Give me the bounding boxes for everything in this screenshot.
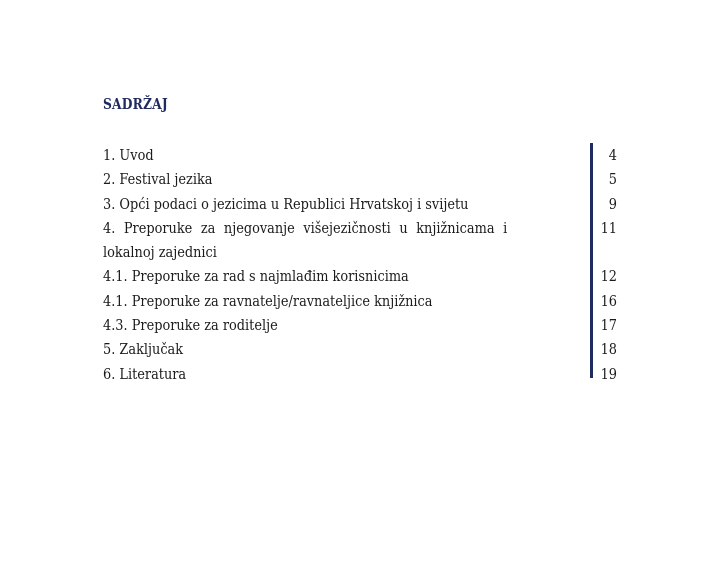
toc-entry-label: 4.1. Preporuke za ravnatelje/ravnateljice knjižnica xyxy=(103,291,433,310)
toc-entry-page: 12 xyxy=(600,267,617,286)
toc-entry-label: 4. Preporuke za njegovanje višejezičnosti u knjižnicama i lokalnoj zajednici xyxy=(103,218,508,261)
toc-entry-label: 6. Literatura xyxy=(103,364,187,383)
toc-entry[interactable] xyxy=(103,167,617,191)
toc-entry-label: 4.1. Preporuke za rad s najmlađim korisnicima xyxy=(103,267,409,286)
toc-entry-page: 9 xyxy=(608,194,617,213)
toc-entry-page: 4 xyxy=(608,146,617,164)
toc-entry-page: 19 xyxy=(600,364,617,383)
toc-entry-label: 2. Festival jezika xyxy=(103,170,213,189)
toc-entry-label: 1. Uvod xyxy=(103,146,154,164)
toc-entry-label: 3. Opći podaci o jezicima u Republici Hrvatskoj i svijetu xyxy=(103,194,469,213)
toc-entry-page: 16 xyxy=(600,291,617,310)
toc-entry-label: 5. Zaključak xyxy=(103,340,184,359)
toc-entry[interactable] xyxy=(103,313,617,337)
toc-title: SADRŽAJ xyxy=(103,95,168,113)
toc-entry-label: 4.3. Preporuke za roditelje xyxy=(103,316,278,335)
table-of-contents xyxy=(103,143,617,386)
toc-entry[interactable] xyxy=(103,362,617,386)
toc-entry[interactable] xyxy=(103,192,617,216)
toc-entry[interactable] xyxy=(103,264,617,288)
toc-entry[interactable] xyxy=(103,143,617,167)
toc-entry[interactable] xyxy=(103,216,617,265)
toc-entry-page: 18 xyxy=(600,340,617,359)
toc-entry-page: 11 xyxy=(600,218,617,237)
toc-entry[interactable] xyxy=(103,289,617,313)
toc-entry-page: 17 xyxy=(600,316,617,335)
toc-entry-page: 5 xyxy=(608,170,617,189)
toc-entry[interactable] xyxy=(103,337,617,361)
